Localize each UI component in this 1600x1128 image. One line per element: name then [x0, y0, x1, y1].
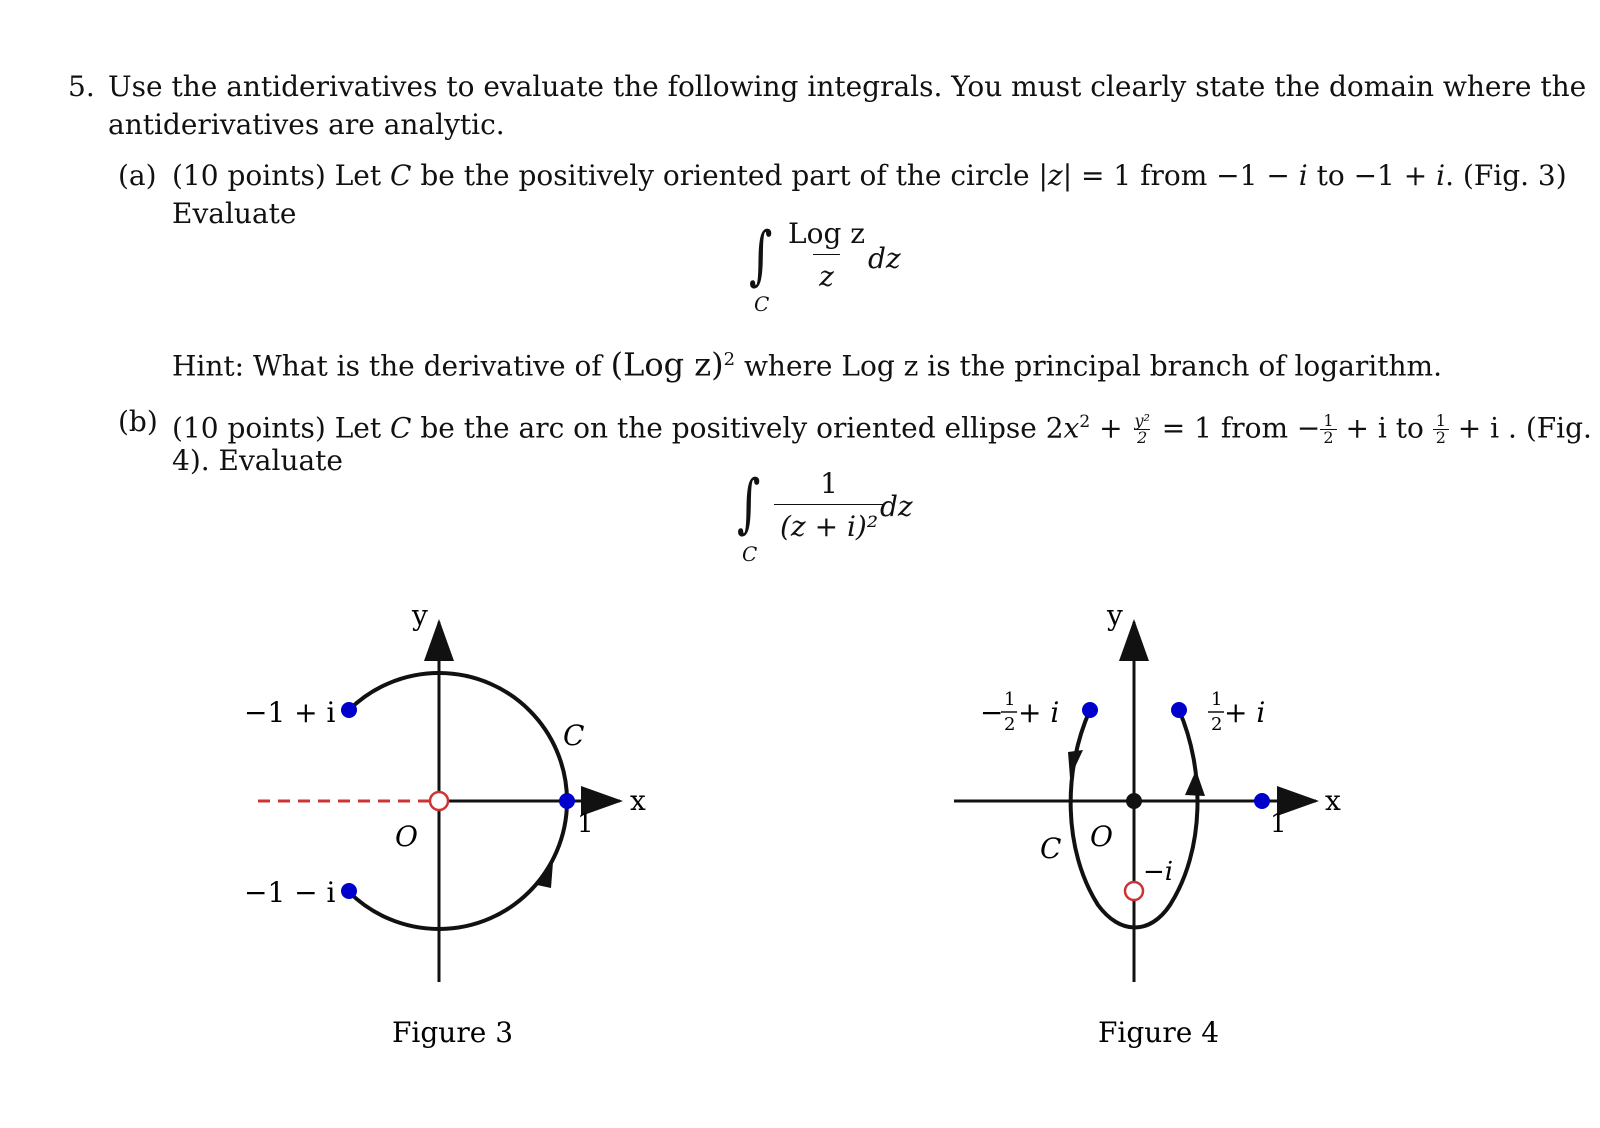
part-a-statement [172, 159, 1567, 193]
fig4-caption: Figure 4 [1098, 1016, 1220, 1049]
fig3-caption: Figure 3 [392, 1016, 514, 1049]
fig4-minus-i-hollow [1125, 882, 1143, 900]
integral-sign-b: ∫ [737, 467, 761, 541]
fig3-point-one [559, 793, 575, 809]
fig3-x-label: x [630, 784, 646, 817]
fig4-left-num: 1 [1004, 689, 1016, 710]
fig4-right-den: 2 [1211, 714, 1223, 735]
fig3-direction-arrow [537, 862, 553, 888]
part-b-half1 [1320, 413, 1336, 446]
fig4-C-label: C [1040, 832, 1062, 865]
part-b-eq: = 1 from − [1152, 411, 1321, 445]
part-a-text-mid: be the positively oriented part of the circle | [411, 159, 1048, 192]
part-b-line2: 4). Evaluate [172, 444, 343, 477]
part-b-text-pre: Let [334, 411, 391, 445]
part-b-text-mid: be the arc on the positively oriented ellipse 2 [411, 411, 1064, 445]
fig4-one-label: 1 [1270, 809, 1287, 839]
integral-b-dz: dz [880, 490, 913, 523]
part-b-sq: 2 [1079, 412, 1091, 432]
fig3-point-top [341, 702, 357, 718]
hint-pre: Hint: What is the derivative of [172, 349, 611, 383]
integral-a-fraction [782, 217, 871, 293]
part-b-label: (b) [118, 405, 158, 438]
integral-b-fraction [774, 467, 884, 543]
integral-b-numerator: 1 [820, 467, 838, 500]
part-b-frac-num: y² [1134, 411, 1150, 431]
part-b-plus: + [1090, 411, 1132, 445]
part-b-frac-den: 2 [1134, 429, 1150, 446]
part-a-label: (a) [118, 159, 157, 192]
hint-exp: 2 [723, 349, 736, 370]
fig4-point-one [1254, 793, 1270, 809]
hint-expr: (Log z) [610, 345, 724, 384]
integral-b-denominator: (z + i)² [774, 504, 884, 541]
fig3-point-bottom [341, 883, 357, 899]
fig3-C-label: C [563, 719, 585, 752]
fig4-right-suffix: + i [1224, 696, 1266, 729]
part-b-plus-i2: + i . (Fig. [1448, 411, 1592, 445]
part-b-statement [172, 405, 1592, 446]
part-a-i1: i [1298, 159, 1308, 192]
part-b-plus-i1: + i to [1336, 411, 1433, 445]
part-a-fig-ref: . (Fig. 3) [1445, 159, 1567, 192]
integral-b [732, 468, 952, 568]
part-a-text-to: to −1 + [1307, 159, 1437, 192]
fig4-left-sign: − [980, 696, 1004, 729]
part-b-half1-num: 1 [1323, 411, 1334, 431]
part-a-z: z [1047, 159, 1063, 192]
part-b-C: C [390, 411, 412, 445]
integral-sign-a: ∫ [749, 219, 773, 293]
fig3-point-top-label: −1 + i [244, 696, 336, 729]
part-b-half1-den: 2 [1320, 429, 1336, 446]
integral-a-numerator: Log z [788, 217, 866, 250]
part-a-C: C [390, 159, 412, 192]
fig3-origin-label: O [395, 820, 418, 853]
fig4-y-label: y [1107, 599, 1123, 632]
part-b-ellipse-frac [1131, 413, 1152, 446]
part-a-points: (10 points) [172, 159, 326, 192]
part-b-half2-num: 1 [1435, 411, 1446, 431]
fig4-x-label: x [1325, 784, 1341, 817]
integral-a-dz: dz [868, 242, 901, 275]
part-a-i2: i [1436, 159, 1446, 192]
integral-a-denominator: z [813, 254, 840, 291]
figure-3 [0, 590, 800, 1070]
integral-a-contour: C [754, 292, 770, 316]
part-b-x: x [1063, 411, 1080, 445]
fig4-origin-dot [1126, 793, 1142, 809]
part-a-hint [172, 343, 1442, 383]
fig4-minus-i-label: −i [1143, 857, 1174, 887]
part-b-half2-den: 2 [1433, 429, 1449, 446]
part-a-text-post: | = 1 from −1 − [1062, 159, 1299, 192]
part-b-points: (10 points) [172, 411, 326, 445]
hint-post: where Log z is the principal branch of logarithm. [735, 349, 1442, 383]
problem-intro-line1: Use the antiderivatives to evaluate the following integrals. You must clearly state the domain where the [108, 70, 1587, 103]
integral-b-contour: C [742, 542, 758, 566]
fig3-one-label: 1 [577, 809, 594, 839]
figure-4 [800, 590, 1600, 1070]
fig4-origin-label: O [1090, 820, 1113, 853]
part-a-text-pre: Let [334, 159, 391, 192]
fig3-origin-hollow [430, 792, 448, 810]
fig4-arrow-left [1068, 750, 1083, 778]
problem-intro-line2: antiderivatives are analytic. [108, 108, 505, 141]
integral-a [744, 217, 944, 320]
fig4-left-den: 2 [1004, 714, 1016, 735]
fig4-point-left [1082, 702, 1098, 718]
part-a-evaluate: Evaluate [172, 197, 297, 230]
fig3-point-bottom-label: −1 − i [244, 876, 336, 909]
fig4-point-right [1171, 702, 1187, 718]
fig3-y-label: y [412, 599, 428, 632]
part-b-half2 [1433, 413, 1449, 446]
problem-number: 5. [68, 70, 95, 103]
fig4-arrow-right [1185, 770, 1205, 796]
fig4-right-num: 1 [1211, 689, 1223, 710]
fig4-left-suffix: + i [1018, 696, 1060, 729]
